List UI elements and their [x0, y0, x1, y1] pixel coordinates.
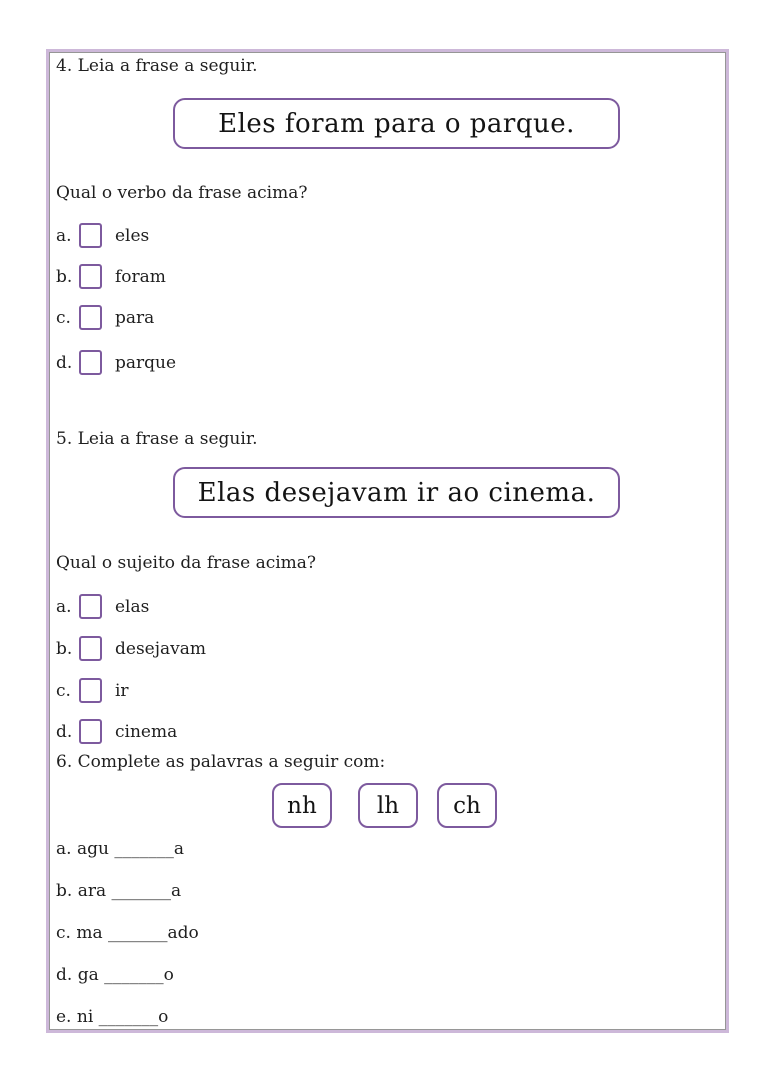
digraph-box-nh [272, 783, 332, 828]
option-letter: b. [56, 266, 73, 287]
question-5-title: 5. Leia a frase a seguir. [56, 429, 258, 449]
option-row [56, 263, 166, 290]
option-label: parque [115, 352, 177, 373]
option-letter: c. [56, 307, 71, 328]
option-label: elas [115, 596, 150, 617]
question-4-sentence: Eles foram para o parque. [218, 108, 575, 139]
checkbox[interactable] [79, 223, 102, 248]
option-label: desejavam [115, 638, 206, 659]
checkbox[interactable] [79, 719, 102, 744]
option-row [56, 593, 149, 620]
option-label: foram [115, 266, 166, 287]
option-letter: d. [56, 721, 73, 742]
question-4-title: 4. Leia a frase a seguir. [56, 56, 258, 76]
checkbox[interactable] [79, 636, 102, 661]
option-row [56, 304, 154, 331]
question-4-prompt: Qual o verbo da frase acima? [56, 183, 308, 203]
checkbox[interactable] [79, 264, 102, 289]
digraph-label: nh [287, 792, 317, 819]
option-letter: d. [56, 352, 73, 373]
checkbox[interactable] [79, 305, 102, 330]
option-row [56, 222, 149, 249]
digraph-label: ch [453, 792, 481, 819]
fill-blank-item: a. agu _______a [56, 839, 184, 859]
option-label: ir [115, 680, 129, 701]
option-label: cinema [115, 721, 178, 742]
option-row [56, 635, 206, 662]
digraph-label: lh [376, 792, 400, 819]
checkbox[interactable] [79, 678, 102, 703]
option-label: eles [115, 225, 150, 246]
fill-blank-item: c. ma _______ado [56, 923, 199, 943]
option-label: para [115, 307, 155, 328]
checkbox[interactable] [79, 594, 102, 619]
worksheet-frame [49, 52, 726, 1030]
checkbox[interactable] [79, 350, 102, 375]
question-5-prompt: Qual o sujeito da frase acima? [56, 553, 317, 573]
option-row [56, 718, 177, 745]
question-4-sentence-box [173, 98, 620, 149]
option-letter: a. [56, 225, 72, 246]
question-6-title: 6. Complete as palavras a seguir com: [56, 752, 386, 772]
option-row [56, 677, 129, 704]
question-5-sentence-box [173, 467, 620, 518]
option-row [56, 349, 176, 376]
digraph-box-ch [437, 783, 497, 828]
digraph-box-lh [358, 783, 418, 828]
fill-blank-item: e. ni _______o [56, 1007, 169, 1027]
fill-blank-item: b. ara _______a [56, 881, 182, 901]
option-letter: a. [56, 596, 72, 617]
option-letter: c. [56, 680, 71, 701]
fill-blank-item: d. ga _______o [56, 965, 174, 985]
question-5-sentence: Elas desejavam ir ao cinema. [197, 477, 596, 508]
option-letter: b. [56, 638, 73, 659]
